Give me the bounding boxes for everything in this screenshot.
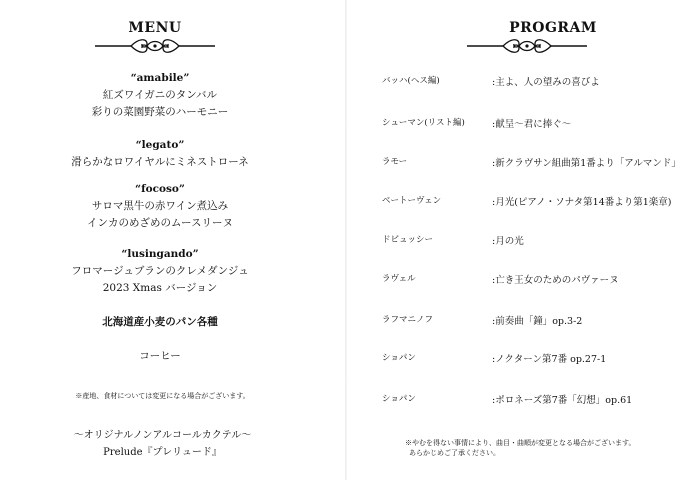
- program-composer: ラヴェル: [382, 274, 416, 284]
- program-item: [382, 194, 682, 210]
- program-composer: ドビュッシー: [382, 235, 434, 245]
- program-composer: シューマン(リスト編): [382, 118, 465, 128]
- course-dish: サロマ黒牛の赤ワイン煮込み: [91, 200, 229, 212]
- program-note-line: ※やむを得ない事情により、曲目・曲順が変更となる場合がございます。: [405, 439, 636, 447]
- program-composer: ショパン: [382, 394, 416, 404]
- course-dish: フロマージュブランのクレメダンジュ: [71, 265, 249, 277]
- program-piece: :前奏曲「鐘」op.3-2: [492, 316, 583, 327]
- program-composer: バッハ(ヘス編): [382, 76, 440, 86]
- program-item: [382, 313, 682, 329]
- course-title: “focoso”: [135, 183, 185, 195]
- course-dish: 滑らかなロワイヤルにミネストローネ: [71, 156, 249, 168]
- program-item: [382, 116, 682, 132]
- course-dish: 2023 Xmas バージョン: [102, 282, 218, 294]
- menu-cocktail: [55, 427, 270, 461]
- program-piece: :献呈～君に捧ぐ～: [492, 119, 572, 130]
- program-composer: ショパン: [382, 353, 416, 363]
- menu-course-amabile: [60, 70, 260, 121]
- program-heading: PROGRAM: [509, 20, 597, 36]
- cocktail-name: Prelude『プレリュード』: [103, 447, 222, 458]
- course-dish: インカのめざめのムースリーヌ: [87, 217, 233, 229]
- program-piece: :月光(ピアノ・ソナタ第14番より第1楽章): [492, 197, 672, 208]
- program-piece: :主よ、人の望みの喜びよ: [492, 77, 600, 88]
- course-title: “lusingando”: [121, 248, 199, 260]
- menu-coffee: コーヒー: [139, 350, 181, 362]
- course-title: “amabile”: [130, 72, 190, 84]
- program-piece: :月の光: [492, 236, 524, 247]
- program-item: [382, 233, 682, 249]
- menu-bread: 北海道産小麦のパン各種: [102, 316, 218, 328]
- program-item: [382, 155, 682, 171]
- menu-course-lusingando: [60, 246, 260, 297]
- menu-note: ※産地、食材については変更になる場合がございます。: [75, 392, 250, 400]
- program-item: [382, 74, 682, 90]
- course-dish: 彩りの菜園野菜のハーモニー: [91, 106, 229, 118]
- program-piece: :亡き王女のためのパヴァーヌ: [492, 275, 619, 286]
- program-item: [382, 272, 682, 288]
- cocktail-title: ～オリジナルノンアルコールカクテル～: [73, 430, 252, 441]
- flourish-ornament-icon: [467, 36, 587, 56]
- menu-course-focoso: [60, 181, 260, 232]
- program-composer: ラフマニノフ: [382, 315, 434, 325]
- menu-heading: MENU: [128, 20, 182, 36]
- program-item: [382, 351, 682, 367]
- program-note-line: あらかじめご了承ください。: [409, 449, 500, 457]
- program-item: [382, 392, 682, 408]
- program-composer: ラモー: [382, 157, 408, 167]
- course-title: “legato”: [135, 139, 185, 151]
- course-dish: 紅ズワイガニのタンバル: [102, 89, 218, 101]
- program-piece: :新クラヴサン組曲第1番より「アルマンド」: [492, 158, 681, 169]
- menu-course-legato: [60, 137, 260, 171]
- flourish-ornament-icon: [95, 36, 215, 56]
- program-note: [405, 438, 655, 458]
- program-composer: ベートーヴェン: [382, 196, 442, 206]
- program-piece: :ポロネーズ第7番「幻想」op.61: [492, 395, 633, 406]
- program-piece: :ノクターン第7番 op.27-1: [492, 354, 607, 365]
